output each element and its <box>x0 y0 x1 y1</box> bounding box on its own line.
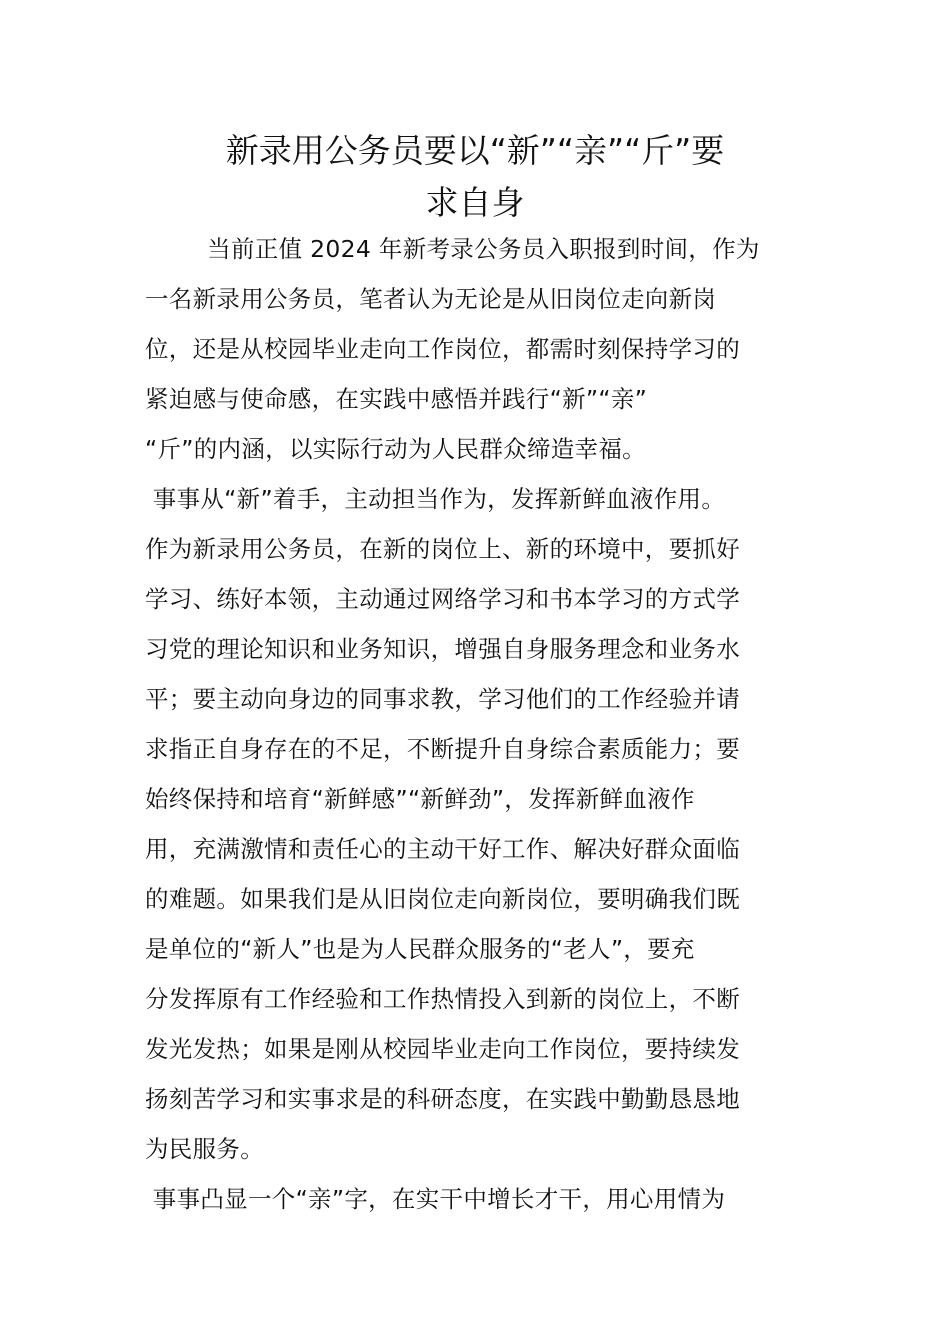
body-line: 发光发热；如果是刚从校园毕业走向工作岗位，要持续发 <box>145 1035 740 1063</box>
body-line: “斤”的内涵，以实际行动为人民群众缔造幸福。 <box>145 435 646 463</box>
body-line: 事事从“新”着手，主动担当作为，发挥新鲜血液作用。 <box>145 485 726 513</box>
document-title-line-2: 求自身 <box>425 183 525 222</box>
body-line: 事事凸显一个“亲”字，在实干中增长才干，用心用情为 <box>145 1185 726 1213</box>
body-line: 平；要主动向身边的同事求教，学习他们的工作经验并请 <box>145 685 740 713</box>
body-line: 始终保持和培育“新鲜感”“新鲜劲”，发挥新鲜血液作 <box>145 785 695 813</box>
body-line: 求指正自身存在的不足，不断提升自身综合素质能力；要 <box>145 735 740 763</box>
body-line: 当前正值 2024 年新考录公务员入职报到时间，作为 <box>145 235 760 263</box>
body-line: 分发挥原有工作经验和工作热情投入到新的岗位上，不断 <box>145 985 740 1013</box>
body-line: 的难题。如果我们是从旧岗位走向新岗位，要明确我们既 <box>145 885 740 913</box>
body-line: 一名新录用公务员，笔者认为无论是从旧岗位走向新岗 <box>145 285 717 313</box>
body-line: 为民服务。 <box>145 1135 264 1163</box>
body-line: 是单位的“新人”也是为人民群众服务的“老人”，要充 <box>145 935 695 963</box>
body-line: 学习、练好本领，主动通过网络学习和书本学习的方式学 <box>145 585 740 613</box>
body-line: 位，还是从校园毕业走向工作岗位，都需时刻保持学习的 <box>145 335 740 363</box>
body-line: 习党的理论知识和业务知识，增强自身服务理念和业务水 <box>145 635 740 663</box>
body-line: 紧迫感与使命感，在实践中感悟并践行“新”“亲” <box>145 385 648 413</box>
body-line: 扬刻苦学习和实事求是的科研态度，在实践中勤勤恳恳地 <box>145 1085 740 1113</box>
document-title-line-1: 新录用公务员要以“新”“亲”“斤”要 <box>225 131 725 170</box>
body-line: 作为新录用公务员，在新的岗位上、新的环境中，要抓好 <box>145 535 740 563</box>
body-line: 用，充满激情和责任心的主动干好工作、解决好群众面临 <box>145 835 740 863</box>
